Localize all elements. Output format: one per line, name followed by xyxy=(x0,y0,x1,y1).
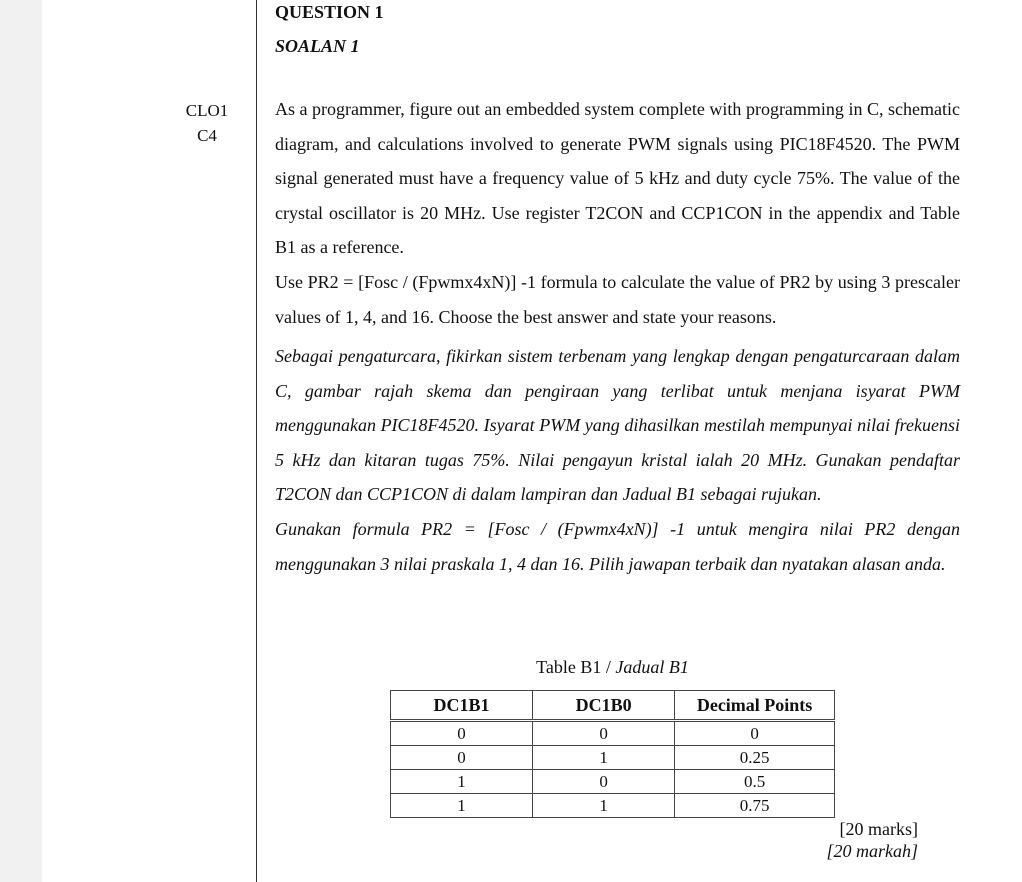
table-header-row xyxy=(391,691,835,721)
table-row xyxy=(391,770,835,794)
clo-level: C4 xyxy=(197,126,217,145)
table-cell: 0 xyxy=(533,721,675,746)
question-title-malay: SOALAN 1 xyxy=(275,36,360,56)
clo-code: CLO1 xyxy=(185,101,229,120)
question-malay xyxy=(275,339,960,581)
table-b1 xyxy=(390,690,835,818)
table-cell: 0.75 xyxy=(675,794,835,818)
table-cell: 1 xyxy=(391,794,533,818)
english-paragraph-2: Use PR2 = [Fosc / (Fpwmx4xN)] -1 formula to calculate the value of PR2 by using 3 prescaler values of 1, 4, and 16. Choose the best answer and state your reasons. xyxy=(275,271,960,327)
english-paragraph-1: As a programmer, figure out an embedded system complete with programming in C, schematic diagram, and calculations involved to generate PWM signals using PIC18F4520. The PWM signal generated must have a frequency value of 5 kHz and duty cycle 75%. The value of the crystal oscillator is 20 MHz. Use register T2CON and CCP1CON in the appendix and Table B1 as a reference. xyxy=(275,99,960,258)
margin-divider-line xyxy=(256,0,257,882)
clo-label xyxy=(172,98,242,148)
table-caption-separator: / xyxy=(601,657,616,677)
question-english xyxy=(275,92,960,334)
table-cell: 0 xyxy=(391,746,533,770)
table-row xyxy=(391,794,835,818)
table-caption-english: Table B1 xyxy=(536,657,602,677)
marks-allocation xyxy=(826,818,918,862)
table-row xyxy=(391,721,835,746)
table-cell: 0 xyxy=(675,721,835,746)
table-caption xyxy=(390,657,835,678)
document-page xyxy=(42,0,1022,882)
table-cell: 1 xyxy=(391,770,533,794)
marks-english: [20 marks] xyxy=(839,819,918,839)
table-row xyxy=(391,746,835,770)
header-dc1b0: DC1B0 xyxy=(533,691,675,721)
question-title: QUESTION 1 xyxy=(275,2,384,22)
header-decimal-points: Decimal Points xyxy=(675,691,835,721)
table-cell: 1 xyxy=(533,746,675,770)
malay-paragraph-1: Sebagai pengaturcara, fikirkan sistem terbenam yang lengkap dengan pengaturcaraan dalam C, gambar rajah skema dan pengiraan yang terlibat untuk menjana isyarat PWM menggunakan PIC18F4520. Isyarat PWM yang dihasilkan mestilah mempunyai nilai frekuensi 5 kHz dan kitaran tugas 75%. Nilai pengayun kristal ialah 20 MHz. Gunakan pendaftar T2CON dan CCP1CON di dalam lampiran dan Jadual B1 sebagai rujukan. xyxy=(275,346,960,505)
marks-malay: [20 markah] xyxy=(826,841,918,861)
table-caption-malay: Jadual B1 xyxy=(615,657,689,677)
table-cell: 0 xyxy=(533,770,675,794)
header-dc1b1: DC1B1 xyxy=(391,691,533,721)
table-cell: 0 xyxy=(391,721,533,746)
table-cell: 0.5 xyxy=(675,770,835,794)
table-cell: 1 xyxy=(533,794,675,818)
malay-paragraph-2: Gunakan formula PR2 = [Fosc / (Fpwmx4xN)] -1 untuk mengira nilai PR2 dengan menggunakan 3 nilai praskala 1, 4 dan 16. Pilih jawapan terbaik dan nyatakan alasan anda. xyxy=(275,518,960,574)
table-cell: 0.25 xyxy=(675,746,835,770)
